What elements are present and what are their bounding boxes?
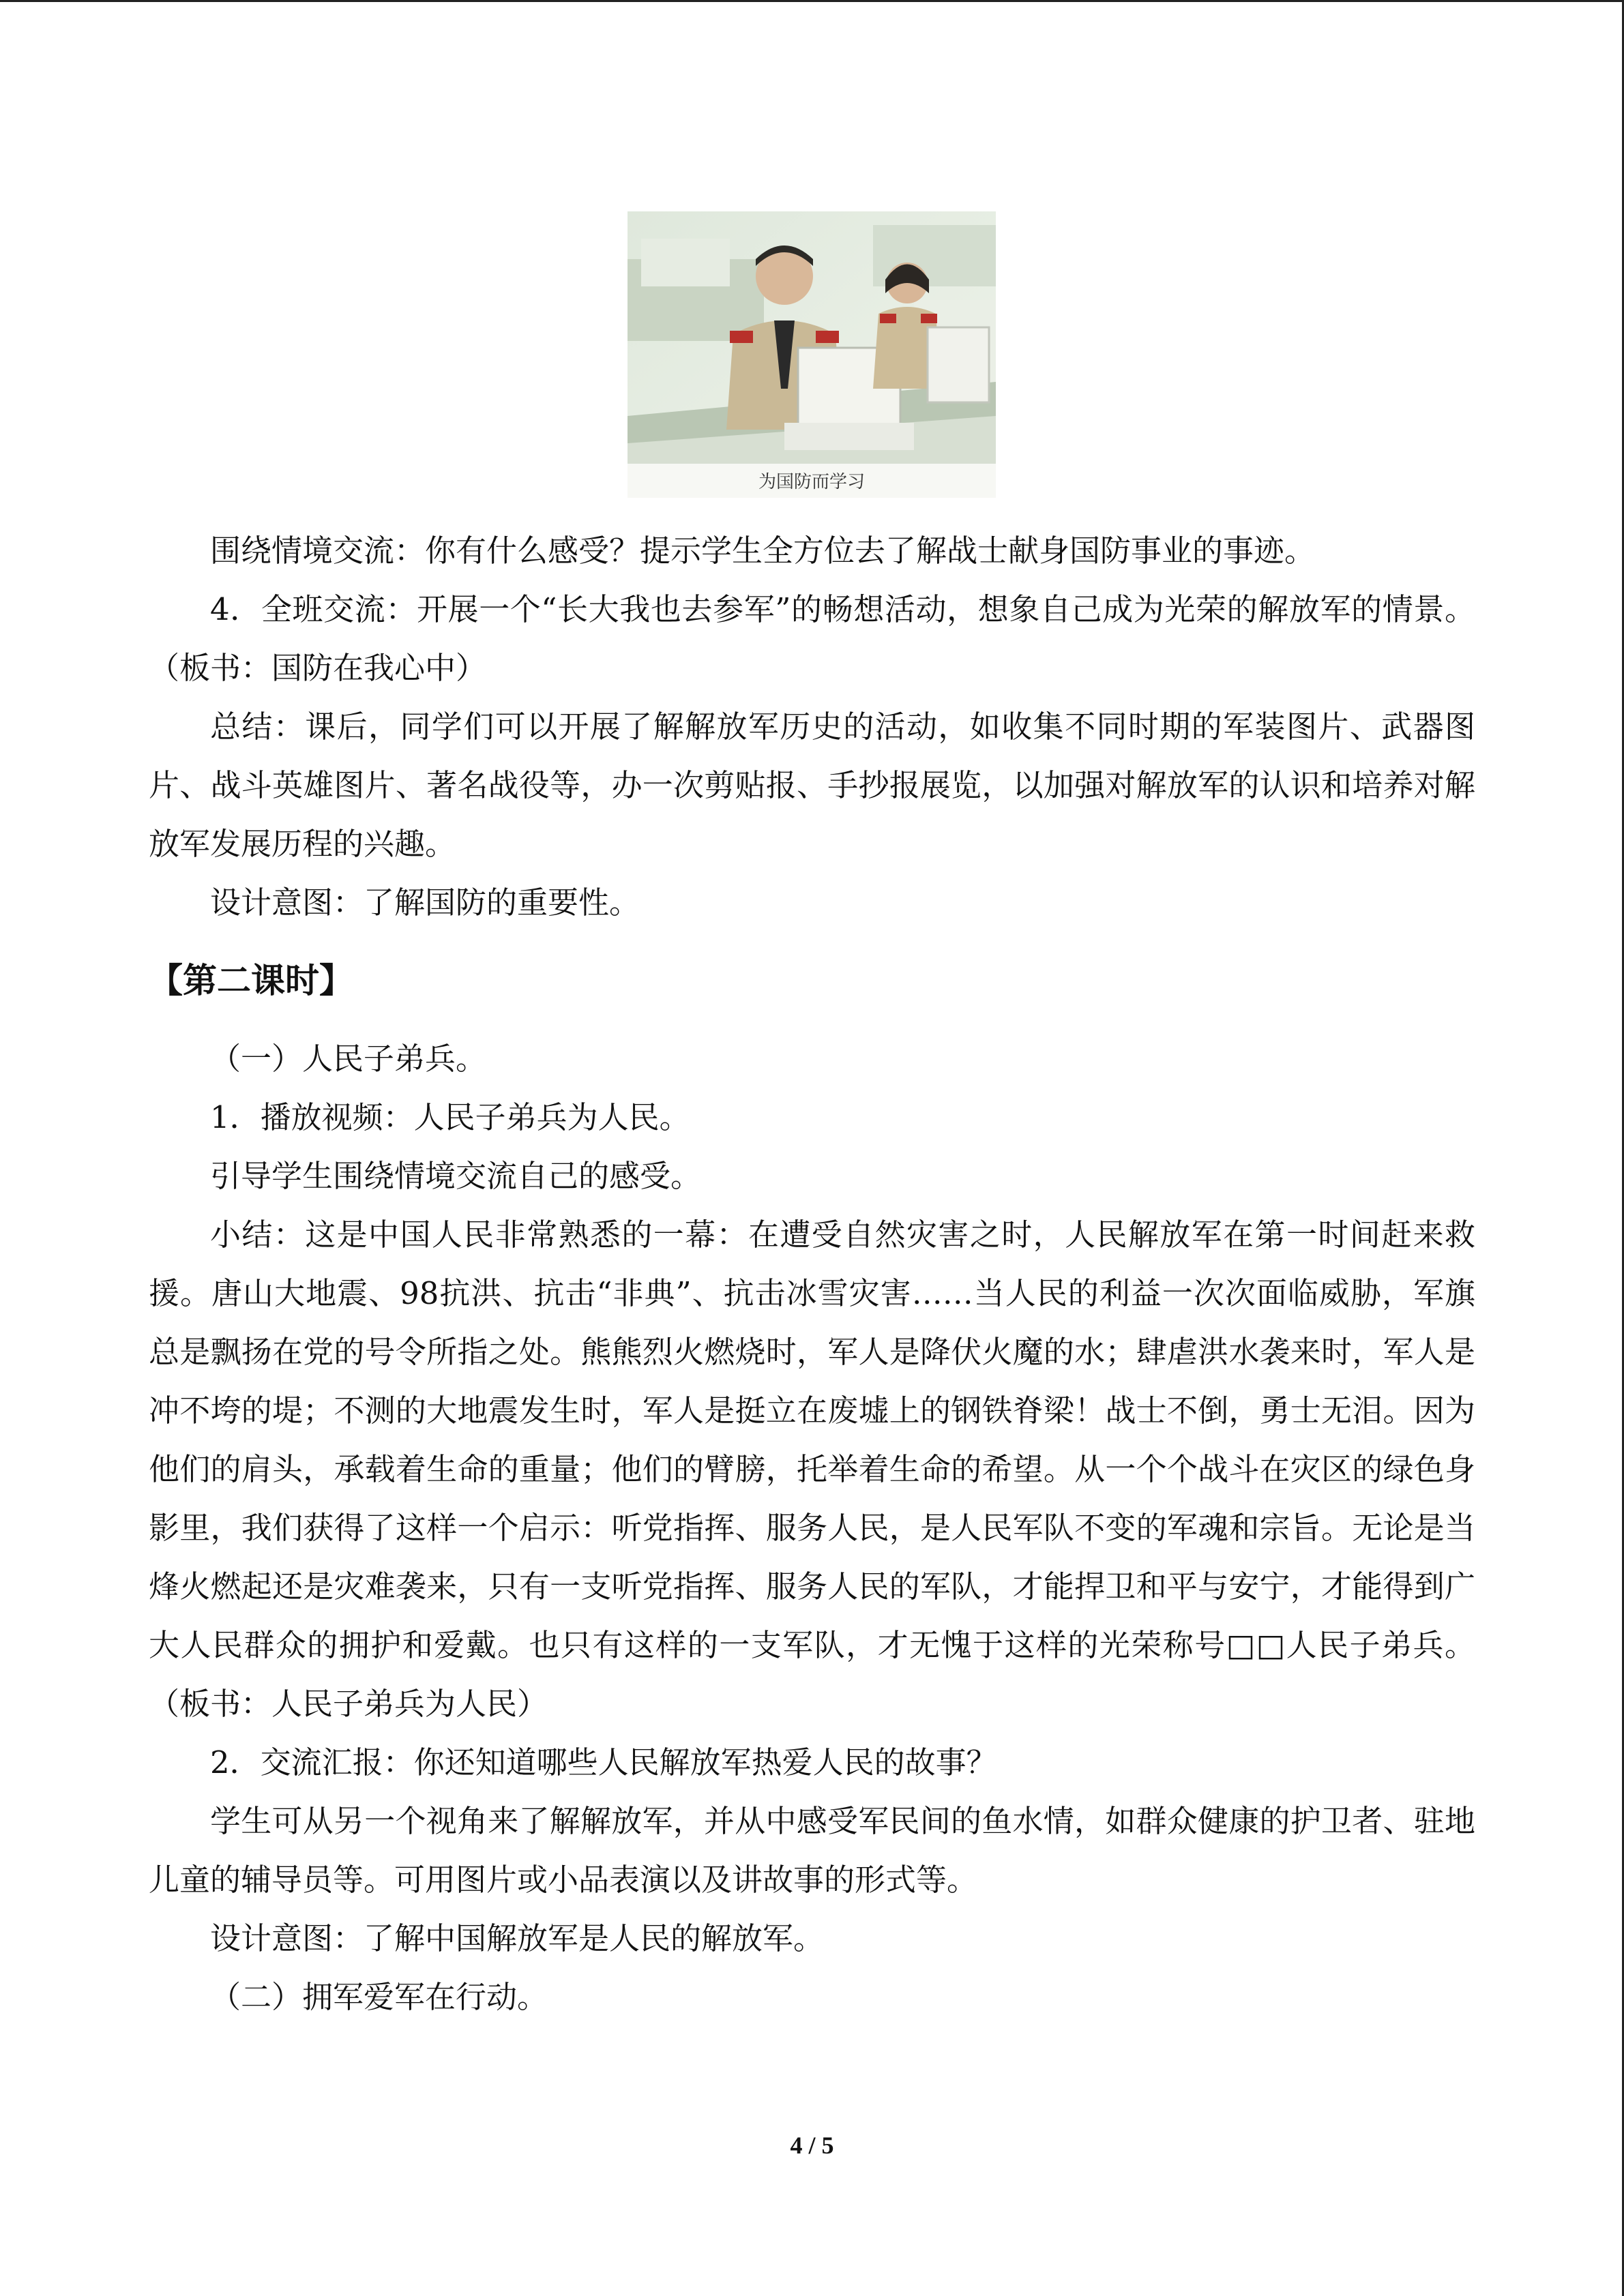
paragraph: 总结：课后，同学们可以开展了解解放军历史的活动，如收集不同时期的军装图片、武器图片、战斗英雄图片、著名战役等，办一次剪贴报、手抄报展览，以加强对解放军的认识和培养对解放军发展历程的兴趣。: [149, 709, 1475, 862]
paragraph: 设计意图：了解国防的重要性。: [210, 884, 640, 921]
section-2: [149, 1030, 1475, 2027]
paragraph: 小结：这是中国人民非常熟悉的一幕：在遭受自然灾害之时，人民解放军在第一时间赶来救援。唐山大地震、98抗洪、抗击“非典”、抗击冰雪灾害……当人民的利益一次次面临威胁，军旗总是飘扬在党的号令所指之处。熊熊烈火燃烧时，军人是降伏火魔的水；肆虐洪水袭来时，军人是冲不垮的堤；不测的大地震发生时，军人是挺立在废墟上的钢铁脊梁！战士不倒，勇士无泪。因为他们的肩头，承载着生命的重量；他们的臂膀，托举着生命的希望。从一个个战斗在灾区的绿色身影里，我们获得了这样一个启示：听党指挥、服务人民，是人民军队不变的军魂和宗旨。无论是当烽火燃起还是灾难袭来，只有一支听党指挥、服务人民的军队，才能捍卫和平与安宁，才能得到广大人民群众的拥护和爱戴。也只有这样的一支军队，才无愧于这样的光荣称号□□人民子弟兵。（板书：人民子弟兵为人民）: [149, 1217, 1475, 1722]
paragraph: 学生可从另一个视角来了解解放军，并从中感受军民间的鱼水情，如群众健康的护卫者、驻地儿童的辅导员等。可用图片或小品表演以及讲故事的形式等。: [149, 1803, 1475, 1898]
paragraph: 引导学生围绕情境交流自己的感受。: [210, 1158, 702, 1194]
lesson-heading: 【第二课时】: [149, 961, 353, 1000]
paragraph: 1．播放视频：人民子弟兵为人民。: [210, 1099, 690, 1135]
paragraph: 2．交流汇报：你还知道哪些人民解放军热爱人民的故事？: [210, 1744, 997, 1780]
illustration-photo: [628, 211, 996, 498]
paragraph: 4．全班交流：开展一个“长大我也去参军”的畅想活动，想象自己成为光荣的解放军的情景。（板书：国防在我心中）: [149, 591, 1475, 686]
paragraph: （一）人民子弟兵。: [210, 1041, 487, 1077]
paragraph: 设计意图：了解中国解放军是人民的解放军。: [210, 1920, 825, 1956]
photo-caption: 为国防而学习: [758, 472, 866, 492]
paragraph: （二）拥军爱军在行动。: [210, 1979, 548, 2015]
page-number: 4 / 5: [790, 2132, 834, 2159]
section-1: [149, 522, 1475, 932]
lesson-heading-block: [149, 951, 1475, 1010]
paragraph: 围绕情境交流：你有什么感受？提示学生全方位去了解战士献身国防事业的事迹。: [210, 533, 1316, 569]
